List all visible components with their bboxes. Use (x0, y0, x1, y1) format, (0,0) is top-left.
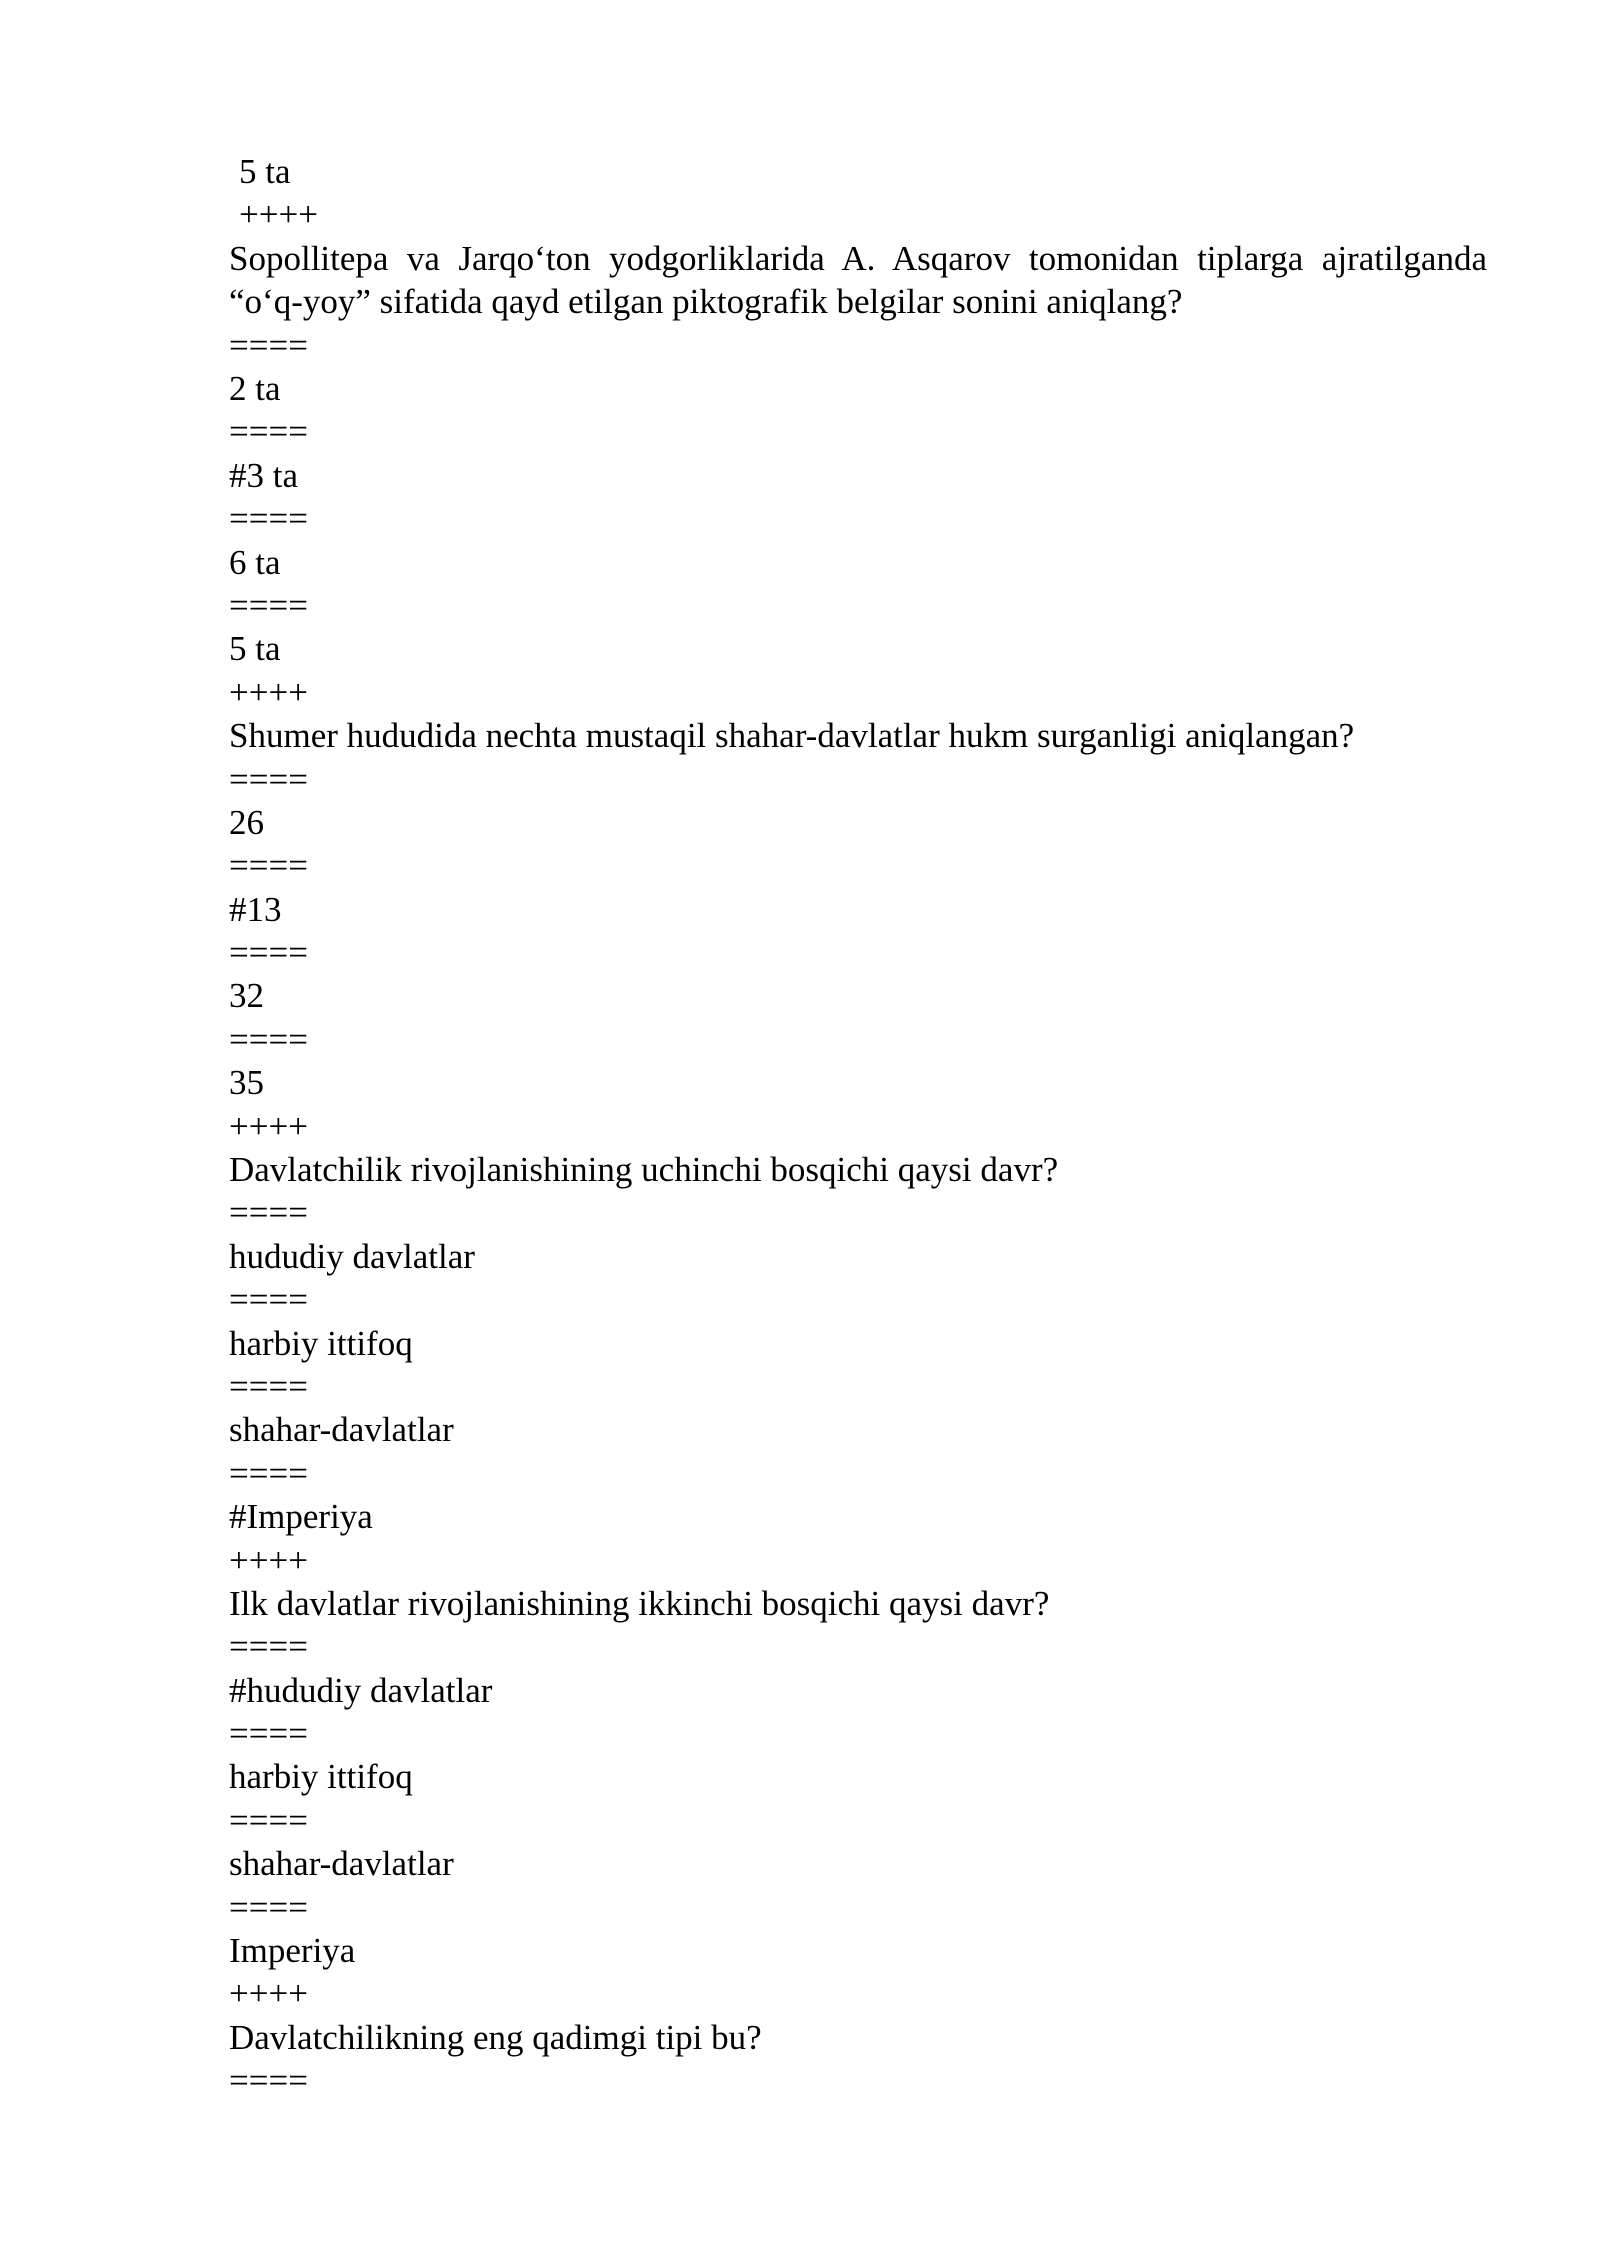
answer-option: 5 ta (239, 152, 291, 191)
question-text: Shumer hududida nechta mustaqil shahar-davlatlar hukm surganligi aniqlangan? (229, 716, 1355, 756)
question-text: Sopollitepa va Jarqo‘ton yodgorliklarida A. Asqarov tomonidan tiplarga ajratilganda “o‘q-yoy” sifatida qayd etilgan piktografik belgilar sonini aniqlang? (229, 238, 1487, 322)
question-separator: ++++ (229, 672, 308, 712)
answer-option: shahar-davlatlar (229, 1844, 454, 1884)
option-separator: ==== (229, 499, 308, 539)
option-separator: ==== (229, 1887, 308, 1927)
answer-option: 32 (229, 976, 264, 1016)
option-separator: ==== (229, 585, 308, 625)
question-separator: ++++ (229, 1106, 308, 1146)
question-separator: ++++ (239, 195, 318, 235)
option-separator: ==== (229, 1193, 308, 1233)
question-separator: ++++ (229, 1540, 308, 1580)
answer-option: harbiy ittifoq (229, 1323, 413, 1363)
answer-option: 35 (229, 1063, 264, 1103)
option-separator: ==== (229, 1453, 308, 1493)
document-body (229, 150, 1487, 2103)
answer-option-correct: #13 (229, 889, 282, 929)
option-separator: ==== (229, 1366, 308, 1406)
answer-option-correct: #hududiy davlatlar (229, 1670, 493, 1710)
question-text: Davlatchilikning eng qadimgi tipi bu? (229, 2017, 762, 2057)
answer-option: 2 ta (229, 368, 281, 408)
option-separator: ==== (229, 1627, 308, 1667)
option-separator: ==== (229, 1714, 308, 1754)
option-separator: ==== (229, 846, 308, 886)
option-separator: ==== (229, 1280, 308, 1320)
option-separator: ==== (229, 933, 308, 973)
option-separator: ==== (229, 1019, 308, 1059)
option-separator: ==== (229, 2061, 308, 2101)
answer-option: hududiy davlatlar (229, 1236, 475, 1276)
option-separator: ==== (229, 759, 308, 799)
option-separator: ==== (229, 412, 308, 452)
answer-option: shahar-davlatlar (229, 1410, 454, 1450)
option-separator: ==== (229, 1800, 308, 1840)
question-text: Ilk davlatlar rivojlanishining ikkinchi bosqichi qaysi davr? (229, 1583, 1050, 1623)
answer-option: 26 (229, 802, 264, 842)
question-separator: ++++ (229, 1974, 308, 2014)
option-separator: ==== (229, 325, 308, 365)
answer-option-correct: #Imperiya (229, 1497, 373, 1537)
answer-option: Imperiya (229, 1931, 356, 1971)
answer-option: 5 ta (229, 629, 281, 669)
answer-option: harbiy ittifoq (229, 1757, 413, 1797)
question-text: Davlatchilik rivojlanishining uchinchi bosqichi qaysi davr? (229, 1150, 1059, 1190)
answer-option: 6 ta (229, 542, 281, 582)
answer-option-correct: #3 ta (229, 455, 299, 495)
